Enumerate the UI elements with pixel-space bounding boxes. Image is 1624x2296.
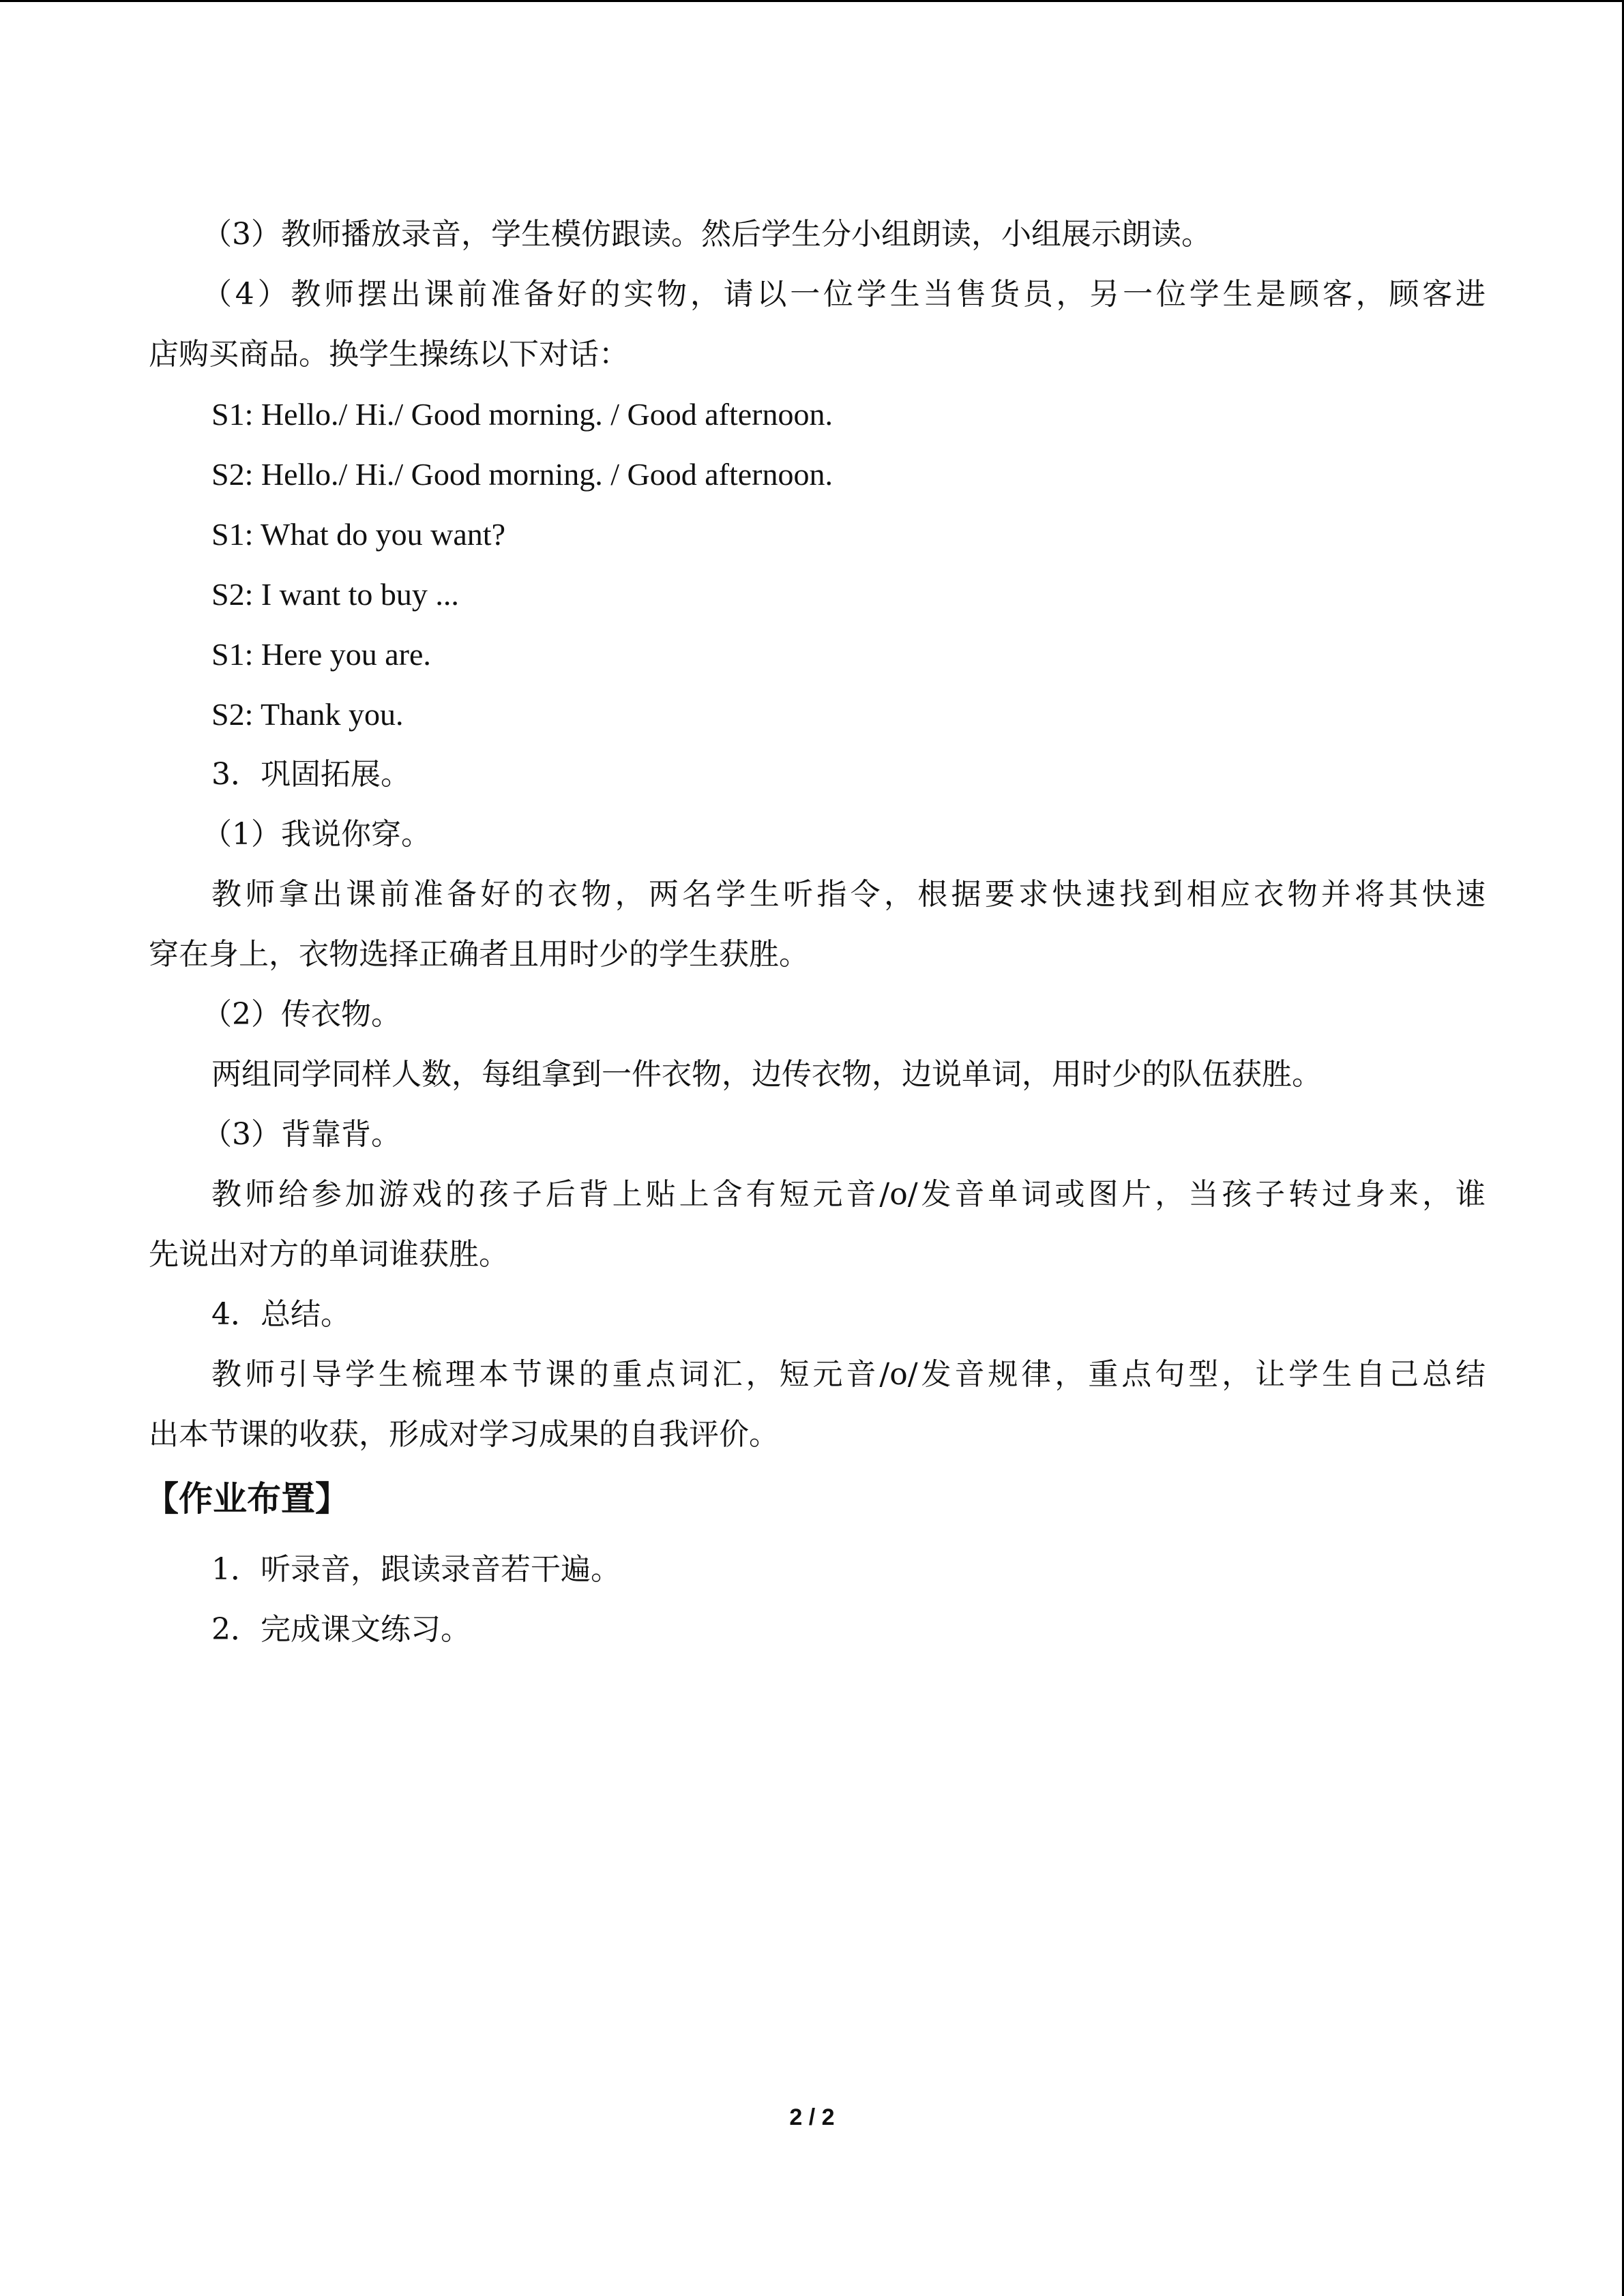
dialogue-line: S1: What do you want? (211, 517, 505, 552)
paragraph-line: 两组同学同样人数，每组拿到一件衣物，边传衣物，边说单词，用时少的队伍获胜。 (211, 1057, 1322, 1092)
activity-title: （3）背靠背。 (202, 1117, 401, 1152)
dialogue-line: S1: Hello./ Hi./ Good morning. / Good afternoon. (211, 397, 833, 432)
paragraph-line: （4）教师摆出课前准备好的实物，请以一位学生当售货员，另一位学生是顾客，顾客进 (202, 277, 1486, 312)
homework-item: 2．完成课文练习。 (211, 1612, 471, 1647)
activity-title: （2）传衣物。 (202, 997, 401, 1032)
dialogue-line: S2: Thank you. (211, 697, 404, 732)
paragraph-line: 教师拿出课前准备好的衣物，两名学生听指令，根据要求快速找到相应衣物并将其快速 (211, 877, 1486, 912)
homework-item: 1．听录音，跟读录音若干遍。 (211, 1552, 621, 1587)
activity-title: （1）我说你穿。 (202, 817, 431, 852)
paragraph-line: 穿在身上，衣物选择正确者且用时少的学生获胜。 (149, 937, 809, 972)
section-heading: 3．巩固拓展。 (211, 757, 411, 792)
paragraph-line: 出本节课的收获，形成对学习成果的自我评价。 (149, 1417, 779, 1452)
section-heading: 4．总结。 (211, 1297, 351, 1332)
page-number: 2 / 2 (789, 2104, 835, 2130)
paragraph-line: 先说出对方的单词谁获胜。 (149, 1237, 509, 1272)
dialogue-line: S1: Here you are. (211, 637, 431, 672)
page-top-border (0, 0, 1624, 2)
paragraph-line: （3）教师播放录音，学生模仿跟读。然后学生分小组朗读，小组展示朗读。 (202, 217, 1211, 252)
paragraph-line: 教师给参加游戏的孩子后背上贴上含有短元音/o/发音单词或图片，当孩子转过身来，谁 (211, 1177, 1486, 1212)
paragraph-line: 教师引导学生梳理本节课的重点词汇，短元音/o/发音规律，重点句型，让学生自己总结 (211, 1357, 1486, 1392)
document-body (145, 205, 1486, 1660)
dialogue-line: S2: Hello./ Hi./ Good morning. / Good afternoon. (211, 457, 833, 492)
paragraph-line: 店购买商品。换学生操练以下对话： (149, 337, 629, 372)
homework-heading: 【作业布置】 (145, 1479, 349, 1519)
dialogue-line: S2: I want to buy ... (211, 577, 459, 612)
